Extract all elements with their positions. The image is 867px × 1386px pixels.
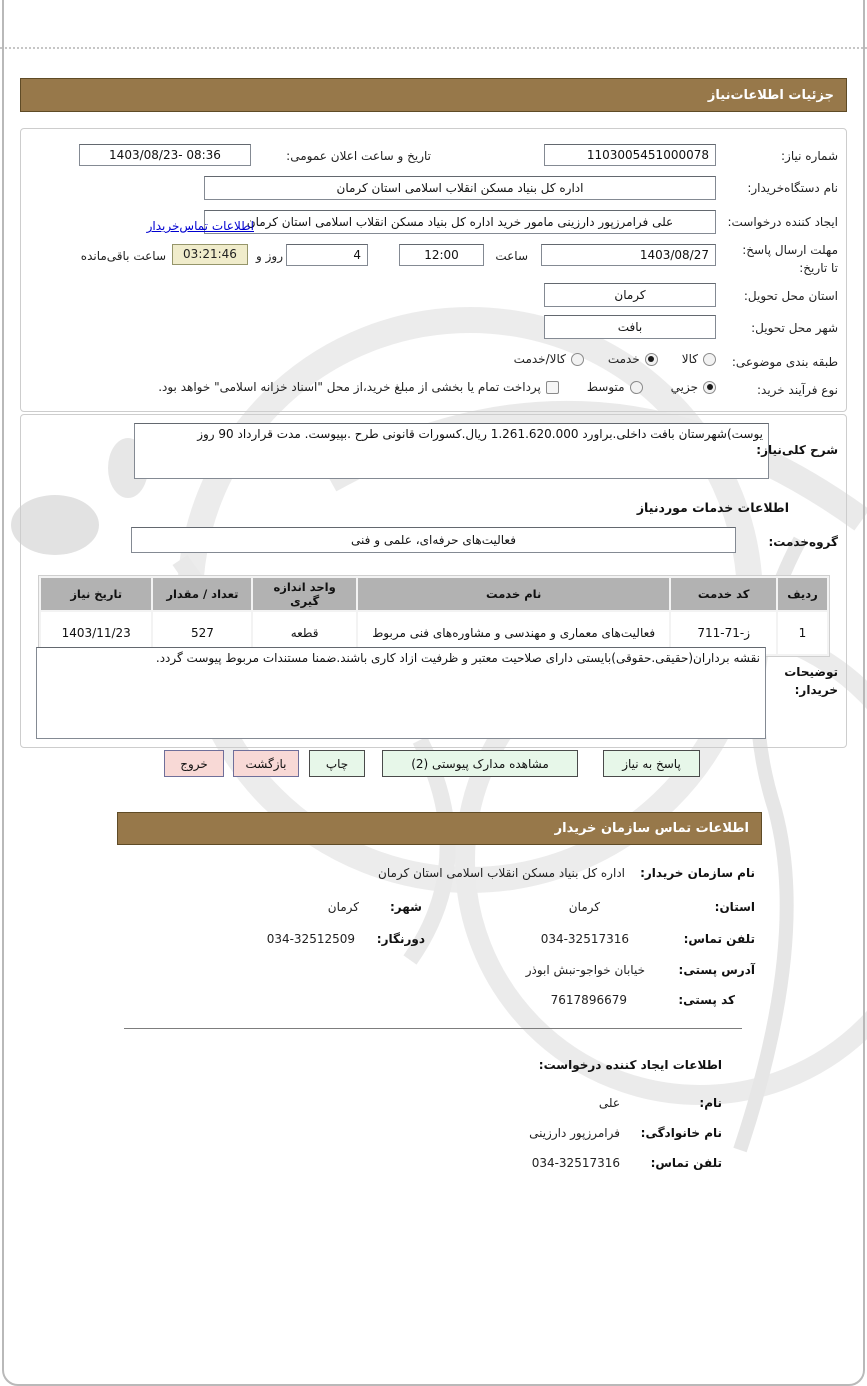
cell-unit: قطعه [253, 612, 355, 654]
cell-need-date: 1403/11/23 [41, 612, 151, 654]
col-quantity: تعداد / مقدار [153, 578, 251, 610]
announce-datetime-label: تاریخ و ساعت اعلان عمومی: [286, 149, 431, 163]
top-separator [0, 47, 867, 49]
delivery-province-label: استان محل تحویل: [743, 289, 838, 303]
contact-province-value: کرمان [568, 900, 600, 914]
treasury-checkbox-icon[interactable] [546, 381, 559, 394]
radio-icon-goods[interactable] [703, 353, 716, 366]
print-button[interactable]: چاپ [309, 750, 365, 777]
buyer-notes-textarea[interactable] [36, 647, 766, 739]
radio-icon-service[interactable] [645, 353, 658, 366]
delivery-city-input[interactable] [544, 315, 716, 339]
org-name-value: اداره کل بنیاد مسکن انقلاب اسلامی استان کرمان [378, 866, 625, 880]
buyer-org-label: نام دستگاه‌خریدار: [747, 181, 838, 195]
creator-name-label: نام: [699, 1096, 722, 1110]
required-services-heading: اطلاعات خدمات موردنیاز [636, 500, 789, 515]
subject-category-radiogroup [514, 352, 716, 366]
contact-postal-label: کد پستی: [678, 993, 735, 1007]
delivery-city-label: شهر محل تحویل: [751, 321, 838, 335]
buyer-notes-label: توضیحات خریدار: [784, 665, 838, 697]
remaining-days-input[interactable] [286, 244, 368, 266]
remaining-hours-label: ساعت باقی‌مانده [80, 249, 166, 263]
contact-divider [124, 1028, 742, 1029]
radio-option-minor[interactable] [671, 380, 716, 394]
radio-icon-medium[interactable] [630, 381, 643, 394]
services-panel [20, 414, 847, 748]
radio-label-goods-service: کالا/خدمت [513, 352, 566, 366]
contact-province-label: استان: [714, 900, 755, 914]
deadline-date-input[interactable] [541, 244, 716, 266]
col-row-number: ردیف [778, 578, 827, 610]
treasury-checkbox-option[interactable] [158, 380, 559, 394]
service-group-label: گروه‌خدمت: [768, 535, 838, 549]
contact-fax-value: 034-32512509 [266, 932, 355, 946]
deadline-time-input[interactable] [399, 244, 484, 266]
col-unit: واحد اندازه گیری [253, 578, 355, 610]
request-creator-label: ایجاد کننده درخواست: [727, 215, 838, 229]
col-need-date: تاریخ نیاز [41, 578, 151, 610]
remaining-countdown-timer: 03:21:46 [172, 244, 248, 265]
radio-option-service[interactable] [608, 352, 658, 366]
col-service-name: نام خدمت [358, 578, 670, 610]
delivery-province-input[interactable] [544, 283, 716, 307]
announce-datetime-input[interactable] [79, 144, 251, 166]
creator-name-value: علی [598, 1096, 620, 1110]
reply-deadline-label: مهلت ارسال پاسخ: تا تاریخ: [742, 243, 838, 275]
section-header-buyer-contact [117, 812, 762, 845]
radio-label-goods: کالا [681, 352, 698, 366]
creator-family-value: فرامرزپور دارزینی [529, 1126, 620, 1140]
contact-city-value: کرمان [327, 900, 359, 914]
respond-to-need-button[interactable]: پاسخ به نیاز [603, 750, 700, 777]
cell-service-code: ز-71-711 [671, 612, 775, 654]
purchase-process-label: نوع فرآیند خرید: [757, 383, 838, 397]
radio-option-medium[interactable] [587, 380, 643, 394]
cell-quantity: 527 [153, 612, 251, 654]
section-header-need-details [20, 78, 847, 112]
buyer-contact-link[interactable]: اطلاعات تماس‌خریدار [146, 219, 254, 233]
contact-postal-value: 7617896679 [550, 993, 627, 1007]
contact-city-label: شهر: [390, 900, 422, 914]
services-table-header-row [41, 578, 827, 610]
view-attached-docs-button[interactable]: مشاهده مدارک پیوستی (2) [382, 750, 578, 777]
buyer-org-input[interactable] [204, 176, 716, 200]
days-label: روز و [256, 249, 283, 263]
need-number-label: شماره نیاز: [781, 149, 838, 163]
treasury-checkbox-label: پرداخت تمام یا بخشی از مبلغ خرید،از محل "اسناد خزانه اسلامی" خواهد بود. [158, 380, 541, 394]
org-name-label: نام سازمان خریدار: [640, 866, 755, 880]
contact-phone-value: 034-32517316 [540, 932, 629, 946]
deadline-hour-label: ساعت [495, 249, 528, 263]
contact-phone-label: تلفن تماس: [683, 932, 755, 946]
need-info-panel [20, 128, 847, 412]
cell-service-name: فعالیت‌های معماری و مهندسی و مشاوره‌های فنی مربوط [358, 612, 670, 654]
purchase-process-radiogroup [158, 380, 716, 394]
contact-fax-label: دورنگار: [376, 932, 425, 946]
radio-option-goods-service[interactable] [514, 352, 584, 366]
creator-phone-label: تلفن تماس: [650, 1156, 722, 1170]
radio-label-minor: جزیي [670, 380, 698, 394]
creator-family-label: نام خانوادگی: [640, 1126, 722, 1140]
exit-button[interactable]: خروج [164, 750, 224, 777]
need-description-label: شرح کلی‌نیاز: [756, 443, 838, 457]
col-service-code: کد خدمت [671, 578, 775, 610]
contact-address-value: خیابان خواجو-نبش ابوذر [525, 963, 645, 977]
back-button[interactable]: بازگشت [233, 750, 299, 777]
radio-option-goods[interactable] [682, 352, 716, 366]
creator-phone-value: 034-32517316 [531, 1156, 620, 1170]
creator-info-heading: اطلاعات ایجاد کننده درخواست: [538, 1058, 722, 1072]
need-description-textarea[interactable] [134, 423, 769, 479]
request-creator-input[interactable] [204, 210, 716, 234]
services-table [38, 575, 830, 657]
radio-label-medium: متوسط [586, 380, 625, 394]
cell-row-number: 1 [778, 612, 827, 654]
radio-icon-minor[interactable] [703, 381, 716, 394]
section-title: جزئیات اطلاعات‌نیاز [707, 87, 834, 103]
radio-icon-goods-service[interactable] [571, 353, 584, 366]
contact-address-label: آدرس پستی: [678, 963, 755, 977]
need-number-input[interactable] [544, 144, 716, 166]
section-title: اطلاعات تماس سازمان خریدار [554, 821, 749, 836]
radio-label-service: خدمت [607, 352, 640, 366]
service-group-input[interactable] [131, 527, 736, 553]
subject-category-label: طبقه بندی موضوعی: [731, 355, 838, 369]
